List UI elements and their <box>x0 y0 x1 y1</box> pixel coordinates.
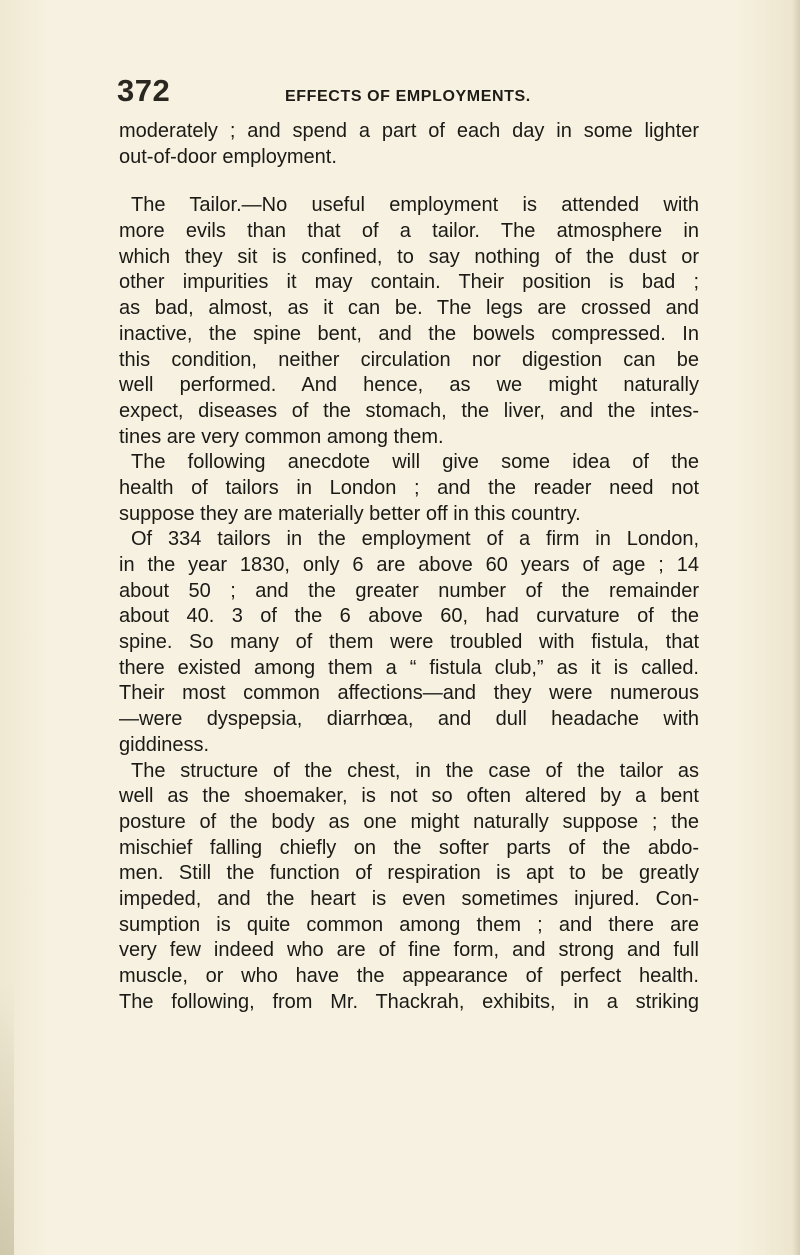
text-line: The structure of the chest, in the case of the tailor as <box>131 759 699 782</box>
text-line: impeded, and the heart is even sometimes injured. Con- <box>119 887 699 910</box>
text-line: tines are very common among them. <box>119 425 444 448</box>
text-line: sumption is quite common among them ; and there are <box>119 913 699 936</box>
text-line: Of 334 tailors in the employment of a firm in London, <box>131 528 699 551</box>
text-line: there existed among them a “ fistula club,” as it is called. <box>119 656 699 679</box>
text-line: very few indeed who are of fine form, and strong and full <box>119 939 699 962</box>
text-line: well as the shoemaker, is not so often altered by a bent <box>119 785 699 808</box>
text-line: The following, from Mr. Thackrah, exhibits, in a striking <box>119 990 699 1013</box>
text-line: other impurities it may contain. Their position is bad ; <box>119 271 699 294</box>
text-line: The following anecdote will give some idea of the <box>131 451 699 474</box>
text-line: moderately ; and spend a part of each day in some lighter <box>119 120 699 142</box>
text-line: muscle, or who have the appearance of perfect health. <box>119 965 699 987</box>
text-line: suppose they are materially better off in this country. <box>119 502 581 525</box>
text-line: health of tailors in London ; and the reader need not <box>119 476 699 499</box>
text-line: Their most common affections—and they were numerous <box>119 682 699 705</box>
text-line: which they sit is confined, to say nothing of the dust or <box>119 245 699 268</box>
text-line: out-of-door employment. <box>119 145 337 168</box>
section-heading-line: The Tailor.—No useful employment is attended with <box>131 194 699 217</box>
text-line: in the year 1830, only 6 are above 60 years of age ; 14 <box>119 554 699 576</box>
text-line: giddiness. <box>119 733 210 756</box>
page-edge-shadow <box>0 980 14 1255</box>
text-line: more evils than that of a tailor. The atmosphere in <box>119 220 699 243</box>
text-line: inactive, the spine bent, and the bowels compressed. In <box>119 322 699 345</box>
body-text <box>119 119 699 1015</box>
text-line: well performed. And hence, as we might naturally <box>119 374 699 397</box>
page-number: 372 <box>117 73 171 108</box>
text-line: as bad, almost, as it can be. The legs are crossed and <box>119 297 699 320</box>
text-line: mischief falling chiefly on the softer parts of the abdo- <box>119 836 699 859</box>
text-line: —were dyspepsia, diarrhœa, and dull headache with <box>119 708 699 731</box>
text-line: spine. So many of them were troubled with fistula, that <box>119 631 699 654</box>
text-line: about 40. 3 of the 6 above 60, had curvature of the <box>119 605 699 628</box>
text-line: expect, diseases of the stomach, the liver, and the intes- <box>119 399 699 422</box>
text-line: men. Still the function of respiration is apt to be greatly <box>119 862 699 885</box>
text-line: about 50 ; and the greater number of the remainder <box>119 579 699 602</box>
text-line: this condition, neither circulation nor digestion can be <box>119 348 699 371</box>
page-edge-shadow-right <box>792 0 800 1255</box>
running-title: EFFECTS OF EMPLOYMENTS. <box>285 88 531 105</box>
text-line: posture of the body as one might naturally suppose ; the <box>119 810 699 833</box>
